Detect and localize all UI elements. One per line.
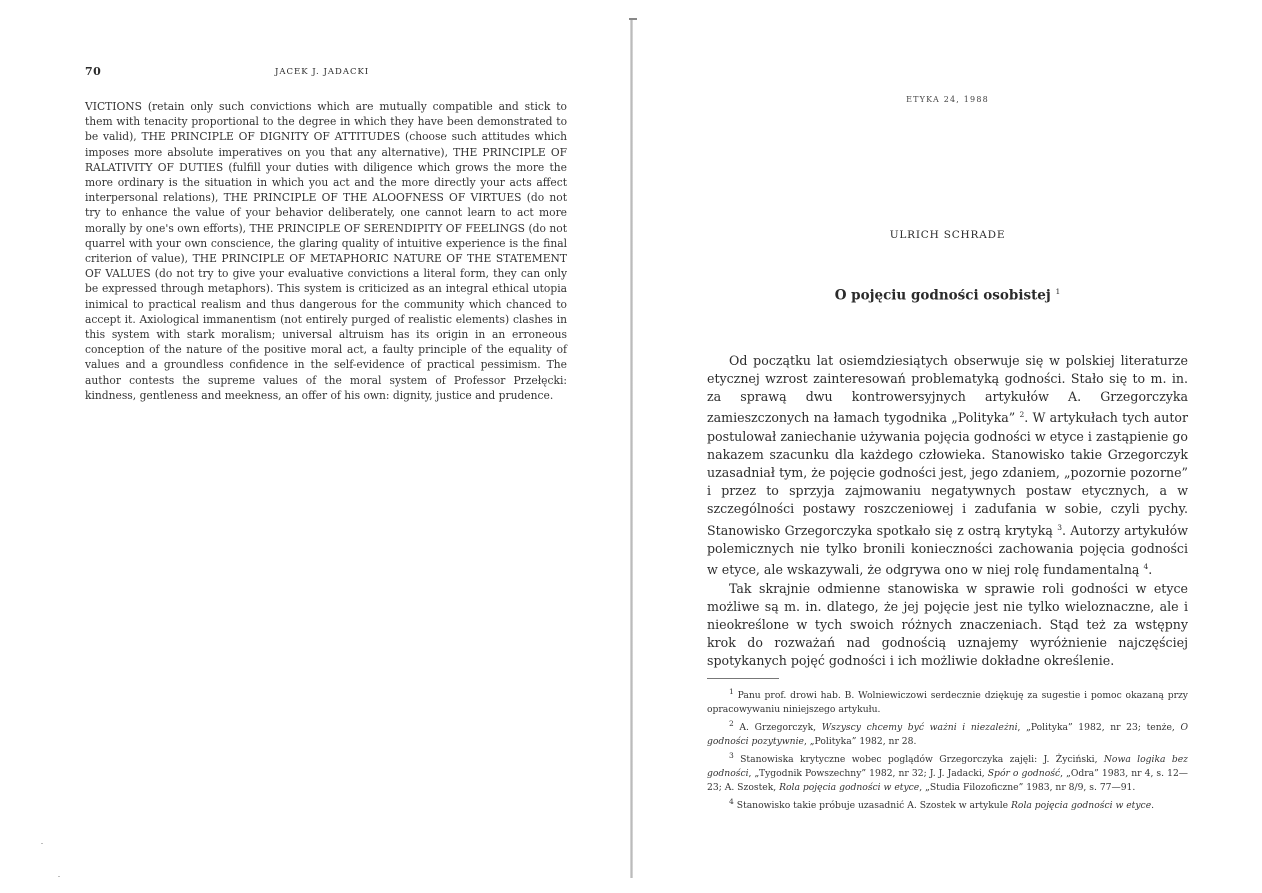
- footnote-text: , „Polityka” 1982, nr 28.: [803, 735, 917, 747]
- scan-speck: [58, 876, 60, 877]
- footnote-ref: 2: [1019, 410, 1025, 420]
- footnote-number: 4: [729, 797, 734, 807]
- footnote-number: 1: [729, 686, 734, 696]
- footnote-citation-title: O godności pozytywnie: [707, 721, 1189, 747]
- footnote-text: Stanowisko takie próbuje uzasadnić A. Szostek w artykule: [736, 800, 1012, 812]
- footnote: [707, 749, 1188, 795]
- journal-header: ETYKA 24, 1988: [906, 95, 989, 104]
- footnote-citation-title: Nowa logika bez godności: [707, 754, 1189, 780]
- footnote-ref: 3: [1057, 522, 1062, 532]
- footnote-ref: 1: [1055, 287, 1061, 296]
- article-body: [707, 352, 1188, 671]
- footnote-text: Panu prof. drowi hab. B. Wolniewiczowi serdecznie dziękuję za sugestie i pomoc okazaną przy opracowywaniu niniejszego artykułu.: [707, 689, 1188, 715]
- footnote-divider: [707, 678, 779, 679]
- footnote-citation-title: Wszyscy chcemy być ważni i niezależni: [821, 721, 1018, 733]
- footnote-citation-title: Spór o godność: [987, 768, 1061, 780]
- footnote-number: 3: [729, 751, 734, 761]
- footnote-text: Stanowiska krytyczne wobec poglądów Grzegorczyka zajęli: J. Życiński,: [740, 754, 1104, 766]
- footnote-text: , „Odra” 1983, nr 4, s. 12—23; A. Szostek,: [707, 768, 1188, 794]
- article-author: ULRICH SCHRADE: [889, 229, 1006, 241]
- footnote-citation-title: Rola pojęcia godności w etyce: [1011, 800, 1152, 812]
- footnote-citation-title: Rola pojęcia godności w etyce: [779, 782, 920, 794]
- footnote: [707, 795, 1188, 813]
- footnote-number: 2: [729, 718, 734, 728]
- page-number: 70: [85, 65, 102, 78]
- footnote-text: A. Grzegorczyk,: [739, 721, 822, 733]
- footnote-text: .: [1151, 800, 1155, 812]
- paragraph: [707, 352, 1188, 580]
- paragraph-text: .: [1148, 562, 1153, 578]
- footnote-text: , „Polityka” 1982, nr 23; tenże,: [1017, 721, 1181, 733]
- article-title: [707, 287, 1188, 304]
- right-page: [707, 90, 1188, 814]
- footnote: [707, 685, 1188, 717]
- footnote-text: , „Tygodnik Powszechny” 1982, nr 32; J. J. Jadacki,: [748, 768, 988, 780]
- footnotes: [707, 685, 1188, 814]
- article-title-text: O pojęciu godności osobistej: [834, 287, 1051, 304]
- footnote-text: , „Studia Filozoficzne” 1983, nr 8/9, s. 77—91.: [919, 782, 1136, 794]
- scan-speck: [41, 843, 43, 844]
- paragraph: Tak skrajnie odmienne stanowiska w sprawie roli godności w etyce możliwe są m. in. dlatego, że jej pojęcie jest nie tylko wieloznaczne, ale i nieokreślone w tych swoich różnych znaczeniach. Stąd też za wstępny krok do rozważań nad godnością uznajemy wyróżnienie najczęściej spotykanych pojęć godności i ich możliwie dokładne określenie.: [707, 580, 1188, 669]
- paragraph-text: . Autorzy artykułów polemicznych nie tylko bronili konieczności zachowania pojęcia godności w etyce, ale wskazywali, że odgrywa ono w niej rolę fundamentalną: [707, 522, 1189, 578]
- left-running-head: [85, 60, 567, 80]
- left-page: [85, 60, 567, 414]
- book-gutter: [630, 18, 633, 878]
- paragraph-text: . W artykułach tych autor postulował zaniechanie używania pojęcia godności w etyce i zastąpienie go nakazem szacunku dla każdego człowieka. Stanowisko takie Grzegorczyk uzasadniał tym, że pojęcie godności jest, jego zdaniem, „pozornie pozorne” i przez to sprzyja zajmowaniu negatywnych postaw etycznych, a w szczególności postawy roszczeniowej i zadufania w sobie, czyli pychy. Stanowisko Grzegorczyka spotkało się z ostrą krytyką: [707, 410, 1188, 538]
- english-summary: VICTIONS (retain only such convictions which are mutually compatible and stick to them with tenacity proportional to the degree in which they have been demonstrated to be valid), THE PRINCIPLE OF DIGNITY OF ATTITUDES (choose such attitudes which imposes more absolute imperatives on you that any alternative), THE PRINCIPLE OF RALATIVITY OF DUTIES (fulfill your duties with diligence which grows the more the more ordinary is the situation in which you act and the more directly your acts affect interpersonal relations), THE PRINCIPLE OF THE ALOOFNESS OF VIRTUES (do not try to enhance the value of your behavior deliberately, one cannot learn to act more morally by one's own efforts), THE PRINCIPLE OF SERENDIPITY OF FEELINGS (do not quarrel with your own conscience, the glaring quality of intuitive experience is the final criterion of value), THE PRINCIPLE OF METAPHORIC NATURE OF THE STATEMENT OF VALUES (do not try to give your evaluative convictions a literal form, they can only be expressed through metaphors). This system is criticized as an integral ethical utopia inimical to practical realism and thus dangerous for the community which chanced to accept it. Axiological immanentism (not entirely purged of realistic elements) clashes in this system with stark moralism; universal altruism has its origin in an erroneous conception of the nature of the positive moral act, a faulty principle of the equality of values and a groundless confidence in the self-evidence of practical pessimism. The author contests the supreme values of the moral system of Professor Przełęcki: kindness, gentleness and meekness, an offer of his own: dignity, justice and prudence.: [85, 100, 567, 402]
- paragraph-text: Od początku lat osiemdziesiątych obserwuje się w polskiej literaturze etycznej wzrost zainteresowań problematyką godności. Stało się to m. in. za sprawą dwu kontrowersyjnych artykułów A. Grzegorczyka zamieszczonych na łamach tygodnika „Polityka”: [707, 352, 1188, 426]
- footnote-ref: 4: [1143, 562, 1149, 572]
- running-title: JACEK J. JADACKI: [275, 67, 370, 77]
- gutter-mark: [629, 18, 637, 20]
- footnote: [707, 717, 1188, 749]
